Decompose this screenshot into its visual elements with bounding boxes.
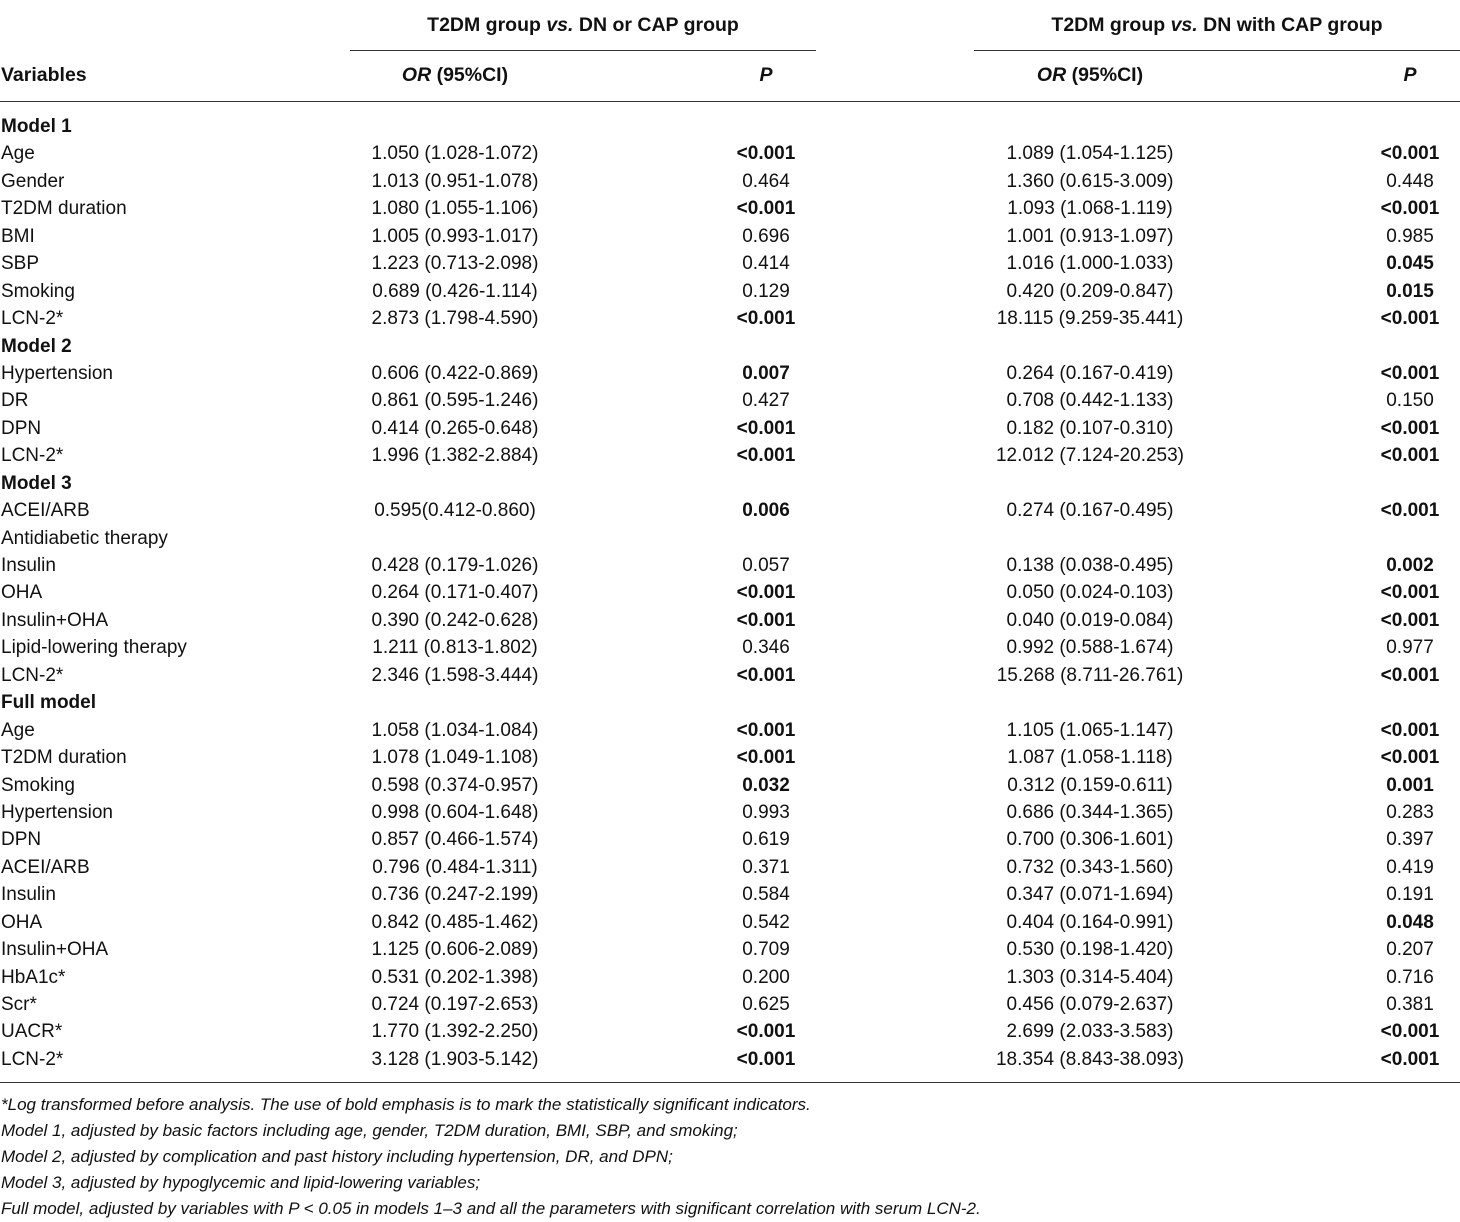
p-value-cell-group1: <0.001 xyxy=(736,198,796,220)
group-underline-2 xyxy=(974,50,1460,51)
variable-cell: Full model xyxy=(1,692,96,714)
footnote-line: Model 1, adjusted by basic factors including age, gender, T2DM duration, BMI, SBP, and smoking; xyxy=(1,1121,738,1140)
or-ci-cell-group1: 0.861 (0.595-1.246) xyxy=(371,390,539,412)
p-value-cell-group1: <0.001 xyxy=(736,1048,796,1070)
or-ci-cell-group2: 1.089 (1.054-1.125) xyxy=(1006,143,1174,165)
or-ci-cell-group1: 0.598 (0.374-0.957) xyxy=(371,774,539,796)
p-value-cell-group2: <0.001 xyxy=(1380,1048,1440,1070)
table-row xyxy=(0,634,1460,661)
or-ci-cell-group2: 0.182 (0.107-0.310) xyxy=(1006,417,1174,439)
or-ci-cell-group2: 0.312 (0.159-0.611) xyxy=(1007,774,1173,796)
table-row xyxy=(0,223,1460,250)
or-ci-cell-group1: 0.414 (0.265-0.648) xyxy=(371,417,539,439)
or-ci-cell-group2: 1.093 (1.068-1.119) xyxy=(1007,198,1173,220)
variable-cell: Model 3 xyxy=(1,472,72,494)
p-value-cell-group2: <0.001 xyxy=(1380,1021,1440,1043)
table-row xyxy=(0,1046,1460,1073)
or-ci-cell-group1: 0.531 (0.202-1.398) xyxy=(371,966,539,988)
or-ci-cell-group1: 1.125 (0.606-2.089) xyxy=(371,939,539,961)
p-value-cell-group2: <0.001 xyxy=(1380,362,1440,384)
or-ci-cell-group2: 12.012 (7.124-20.253) xyxy=(995,445,1185,467)
group-header-dn-with-cap: T2DM group vs. DN with CAP group xyxy=(1051,14,1383,36)
or-ci-cell-group2: 15.268 (8.711-26.761) xyxy=(996,664,1184,686)
table-row xyxy=(0,717,1460,744)
variable-cell: LCN-2* xyxy=(1,445,64,467)
or-ci-cell-group2: 0.530 (0.198-1.420) xyxy=(1006,939,1174,961)
or-ci-cell-group2: 0.420 (0.209-0.847) xyxy=(1006,280,1174,302)
table-row xyxy=(0,881,1460,908)
footnote-line: Model 2, adjusted by complication and past history including hypertension, DR, and DPN; xyxy=(1,1147,673,1166)
p-value-cell-group1: 0.696 xyxy=(742,225,790,247)
p-value-cell-group2: 0.191 xyxy=(1386,884,1434,906)
or-ci-cell-group1: 1.005 (0.993-1.017) xyxy=(371,225,539,247)
or-ci-cell-group1: 0.736 (0.247-2.199) xyxy=(371,884,539,906)
or-ci-cell-group2: 0.456 (0.079-2.637) xyxy=(1006,994,1174,1015)
or-ci-cell-group2: 1.303 (0.314-5.404) xyxy=(1006,966,1174,988)
variable-cell: UACR* xyxy=(1,1021,63,1043)
variable-cell: Insulin xyxy=(1,555,56,576)
or-ci-cell-group2: 0.992 (0.588-1.674) xyxy=(1006,637,1174,659)
or-ci-cell-group1: 1.058 (1.034-1.084) xyxy=(371,719,539,741)
p-value-cell-group1: <0.001 xyxy=(736,664,796,686)
variable-cell: DPN xyxy=(1,417,42,439)
or-ci-cell-group1: 0.998 (0.604-1.648) xyxy=(371,801,539,823)
or-ci-cell-group1: 0.796 (0.484-1.311) xyxy=(372,856,538,878)
p-value-cell-group1: 0.464 xyxy=(742,170,790,192)
or-ci-cell-group2: 1.360 (0.615-3.009) xyxy=(1006,170,1174,192)
section-header-row xyxy=(0,470,1460,497)
table-row xyxy=(0,415,1460,442)
table-row xyxy=(0,525,1460,552)
header-rule xyxy=(0,101,1460,102)
variable-cell: Gender xyxy=(1,170,65,192)
table-body xyxy=(0,113,1460,1073)
variable-cell: Insulin+OHA xyxy=(1,939,109,961)
or-ci-cell-group2: 18.354 (8.843-38.093) xyxy=(995,1048,1185,1070)
column-header-p-2: P xyxy=(1403,64,1417,86)
footnote-line: Model 3, adjusted by hypoglycemic and lipid-lowering variables; xyxy=(1,1173,481,1192)
p-value-cell-group1: 0.371 xyxy=(742,856,790,878)
or-ci-cell-group1: 1.770 (1.392-2.250) xyxy=(371,1021,539,1043)
p-value-cell-group1: <0.001 xyxy=(736,445,796,467)
p-value-cell-group1: 0.414 xyxy=(742,253,790,275)
or-ci-cell-group1: 1.080 (1.055-1.106) xyxy=(371,198,539,220)
or-ci-cell-group1: 0.264 (0.171-0.407) xyxy=(371,582,539,604)
p-value-cell-group1: 0.006 xyxy=(742,500,790,522)
p-value-cell-group2: 0.015 xyxy=(1386,280,1434,302)
or-ci-cell-group1: 1.050 (1.028-1.072) xyxy=(371,143,539,165)
table-row xyxy=(0,936,1460,963)
table-row xyxy=(0,305,1460,332)
p-value-cell-group2: 0.150 xyxy=(1386,390,1434,412)
variable-cell: LCN-2* xyxy=(1,1048,64,1070)
p-value-cell-group2: 0.002 xyxy=(1386,555,1434,576)
p-value-cell-group2: <0.001 xyxy=(1380,417,1440,439)
variable-cell: Scr* xyxy=(1,994,37,1015)
or-ci-cell-group2: 0.050 (0.024-0.103) xyxy=(1006,582,1174,604)
section-header-row xyxy=(0,333,1460,360)
p-value-cell-group1: 0.032 xyxy=(742,774,790,796)
table-row xyxy=(0,195,1460,222)
or-ci-cell-group2: 18.115 (9.259-35.441) xyxy=(996,308,1184,330)
variable-cell: Lipid-lowering therapy xyxy=(1,637,187,659)
or-ci-cell-group1: 0.606 (0.422-0.869) xyxy=(371,362,539,384)
table-row xyxy=(0,552,1460,579)
or-ci-cell-group1: 1.223 (0.713-2.098) xyxy=(371,253,539,275)
p-value-cell-group1: <0.001 xyxy=(736,417,796,439)
p-value-cell-group2: <0.001 xyxy=(1380,143,1440,165)
p-value-cell-group2: <0.001 xyxy=(1380,308,1440,330)
table-row xyxy=(0,1018,1460,1045)
p-value-cell-group1: 0.200 xyxy=(742,966,790,988)
p-value-cell-group1: 0.129 xyxy=(742,280,790,302)
p-value-cell-group2: 0.448 xyxy=(1386,170,1434,192)
p-value-cell-group2: <0.001 xyxy=(1380,747,1440,769)
or-ci-cell-group1: 0.390 (0.242-0.628) xyxy=(371,609,539,631)
variable-cell: OHA xyxy=(1,582,43,604)
variable-cell: LCN-2* xyxy=(1,308,64,330)
variable-cell: Age xyxy=(1,143,35,165)
variable-cell: Age xyxy=(1,719,35,741)
variable-cell: DR xyxy=(1,390,29,412)
or-ci-cell-group2: 0.686 (0.344-1.365) xyxy=(1006,801,1174,823)
table-row xyxy=(0,579,1460,606)
or-ci-cell-group2: 0.732 (0.343-1.560) xyxy=(1006,856,1174,878)
p-value-cell-group2: 0.283 xyxy=(1386,801,1434,823)
p-value-cell-group2: <0.001 xyxy=(1380,198,1440,220)
variable-cell: Model 1 xyxy=(1,116,72,137)
table-row xyxy=(0,387,1460,414)
or-ci-cell-group1: 2.346 (1.598-3.444) xyxy=(371,664,539,686)
p-value-cell-group2: 0.716 xyxy=(1386,966,1434,988)
or-ci-cell-group1: 1.211 (0.813-1.802) xyxy=(372,637,538,659)
p-value-cell-group2: 0.419 xyxy=(1386,856,1434,878)
variable-cell: Hypertension xyxy=(1,801,113,823)
p-value-cell-group1: 0.709 xyxy=(742,939,790,961)
or-ci-cell-group2: 1.105 (1.065-1.147) xyxy=(1006,719,1174,741)
p-value-cell-group2: 0.048 xyxy=(1386,911,1434,933)
table-row xyxy=(0,250,1460,277)
p-value-cell-group1: <0.001 xyxy=(736,719,796,741)
variable-cell: Smoking xyxy=(1,280,75,302)
variable-cell: T2DM duration xyxy=(1,198,127,220)
or-ci-cell-group2: 0.040 (0.019-0.084) xyxy=(1006,609,1174,631)
or-ci-cell-group2: 1.001 (0.913-1.097) xyxy=(1006,225,1174,247)
variable-cell: OHA xyxy=(1,911,43,933)
p-value-cell-group1: 0.625 xyxy=(742,994,790,1015)
group-header-dn-or-cap: T2DM group vs. DN or CAP group xyxy=(427,14,739,36)
footnotes xyxy=(1,1092,1456,1222)
p-value-cell-group2: <0.001 xyxy=(1380,582,1440,604)
p-value-cell-group1: <0.001 xyxy=(736,747,796,769)
p-value-cell-group2: <0.001 xyxy=(1380,445,1440,467)
or-ci-cell-group2: 1.087 (1.058-1.118) xyxy=(1007,747,1173,769)
table-row xyxy=(0,772,1460,799)
footnote-line: *Log transformed before analysis. The use of bold emphasis is to mark the statistically significant indicators. xyxy=(1,1095,811,1114)
variable-cell: SBP xyxy=(1,253,40,275)
column-header-variables: Variables xyxy=(1,64,87,86)
variable-cell: Insulin xyxy=(1,884,56,906)
or-ci-cell-group1: 0.857 (0.466-1.574) xyxy=(371,829,539,851)
column-header-or-1: OR (95%CI) xyxy=(401,64,509,86)
variable-cell: ACEI/ARB xyxy=(1,856,90,878)
p-value-cell-group1: 0.346 xyxy=(742,637,790,659)
p-value-cell-group1: <0.001 xyxy=(736,582,796,604)
variable-cell: DPN xyxy=(1,829,42,851)
group-underline-1 xyxy=(350,50,816,51)
variable-cell: HbA1c* xyxy=(1,966,66,988)
or-ci-cell-group2: 0.700 (0.306-1.601) xyxy=(1006,829,1174,851)
variable-cell: Hypertension xyxy=(1,362,113,384)
table-row xyxy=(0,140,1460,167)
p-value-cell-group1: 0.007 xyxy=(742,362,790,384)
p-value-cell-group1: <0.001 xyxy=(736,308,796,330)
p-value-cell-group2: 0.381 xyxy=(1386,994,1434,1015)
table-row xyxy=(0,360,1460,387)
table-row xyxy=(0,744,1460,771)
or-ci-cell-group2: 0.347 (0.071-1.694) xyxy=(1006,884,1174,906)
p-value-cell-group1: 0.542 xyxy=(742,911,790,933)
table-row xyxy=(0,826,1460,853)
variable-cell: T2DM duration xyxy=(1,747,127,769)
or-ci-cell-group2: 0.404 (0.164-0.991) xyxy=(1006,911,1174,933)
p-value-cell-group2: 0.985 xyxy=(1386,225,1434,247)
variable-cell: Smoking xyxy=(1,774,75,796)
table-row xyxy=(0,854,1460,881)
table-row xyxy=(0,662,1460,689)
p-value-cell-group1: 0.993 xyxy=(742,801,790,823)
or-ci-cell-group1: 0.428 (0.179-1.026) xyxy=(371,555,539,576)
p-value-cell-group2: <0.001 xyxy=(1380,609,1440,631)
or-ci-cell-group2: 0.138 (0.038-0.495) xyxy=(1006,555,1174,576)
table-row xyxy=(0,168,1460,195)
p-value-cell-group1: 0.057 xyxy=(742,555,790,576)
p-value-cell-group1: 0.584 xyxy=(742,884,790,906)
or-ci-cell-group2: 0.264 (0.167-0.419) xyxy=(1006,362,1174,384)
table-row xyxy=(0,278,1460,305)
or-ci-cell-group2: 0.274 (0.167-0.495) xyxy=(1006,500,1174,522)
table-header xyxy=(0,0,1460,100)
p-value-cell-group2: <0.001 xyxy=(1380,719,1440,741)
or-ci-cell-group1: 3.128 (1.903-5.142) xyxy=(371,1048,539,1070)
p-value-cell-group2: 0.001 xyxy=(1386,774,1434,796)
table-row xyxy=(0,497,1460,524)
variable-cell: LCN-2* xyxy=(1,664,64,686)
p-value-cell-group2: 0.397 xyxy=(1386,829,1434,851)
p-value-cell-group1: 0.619 xyxy=(742,829,790,851)
or-ci-cell-group1: 0.724 (0.197-2.653) xyxy=(371,994,539,1015)
or-ci-cell-group1: 1.996 (1.382-2.884) xyxy=(371,445,539,467)
or-ci-cell-group2: 2.699 (2.033-3.583) xyxy=(1006,1021,1174,1043)
table-row xyxy=(0,607,1460,634)
p-value-cell-group2: 0.977 xyxy=(1386,637,1434,659)
table-row xyxy=(0,442,1460,469)
or-ci-cell-group2: 1.016 (1.000-1.033) xyxy=(1006,253,1174,275)
column-header-p-1: P xyxy=(759,64,773,86)
or-ci-cell-group1: 0.595(0.412-0.860) xyxy=(374,500,536,522)
p-value-cell-group2: <0.001 xyxy=(1380,500,1440,522)
table-row xyxy=(0,799,1460,826)
table-row xyxy=(0,909,1460,936)
variable-cell: Model 2 xyxy=(1,335,72,357)
p-value-cell-group2: 0.045 xyxy=(1386,253,1434,275)
section-header-row xyxy=(0,113,1460,140)
or-ci-cell-group2: 0.708 (0.442-1.133) xyxy=(1006,390,1174,412)
variable-cell: Insulin+OHA xyxy=(1,609,109,631)
or-ci-cell-group1: 1.078 (1.049-1.108) xyxy=(371,747,539,769)
variable-cell: BMI xyxy=(1,225,35,247)
p-value-cell-group1: <0.001 xyxy=(736,609,796,631)
section-header-row xyxy=(0,689,1460,716)
or-ci-cell-group1: 0.842 (0.485-1.462) xyxy=(371,911,539,933)
variable-cell: Antidiabetic therapy xyxy=(1,527,168,549)
or-ci-cell-group1: 0.689 (0.426-1.114) xyxy=(372,280,538,302)
variable-cell: ACEI/ARB xyxy=(1,500,90,522)
p-value-cell-group2: 0.207 xyxy=(1386,939,1434,961)
p-value-cell-group1: <0.001 xyxy=(736,143,796,165)
p-value-cell-group1: <0.001 xyxy=(736,1021,796,1043)
p-value-cell-group1: 0.427 xyxy=(742,390,790,412)
table-row xyxy=(0,991,1460,1018)
or-ci-cell-group1: 1.013 (0.951-1.078) xyxy=(371,170,539,192)
column-header-or-2: OR (95%CI) xyxy=(1036,64,1144,86)
table-bottom-rule xyxy=(0,1082,1460,1083)
or-ci-cell-group1: 2.873 (1.798-4.590) xyxy=(371,308,539,330)
table-row xyxy=(0,964,1460,991)
footnote-line: Full model, adjusted by variables with P < 0.05 in models 1–3 and all the parameters with significant correlation with serum LCN-2. xyxy=(1,1199,981,1218)
p-value-cell-group2: <0.001 xyxy=(1380,664,1440,686)
